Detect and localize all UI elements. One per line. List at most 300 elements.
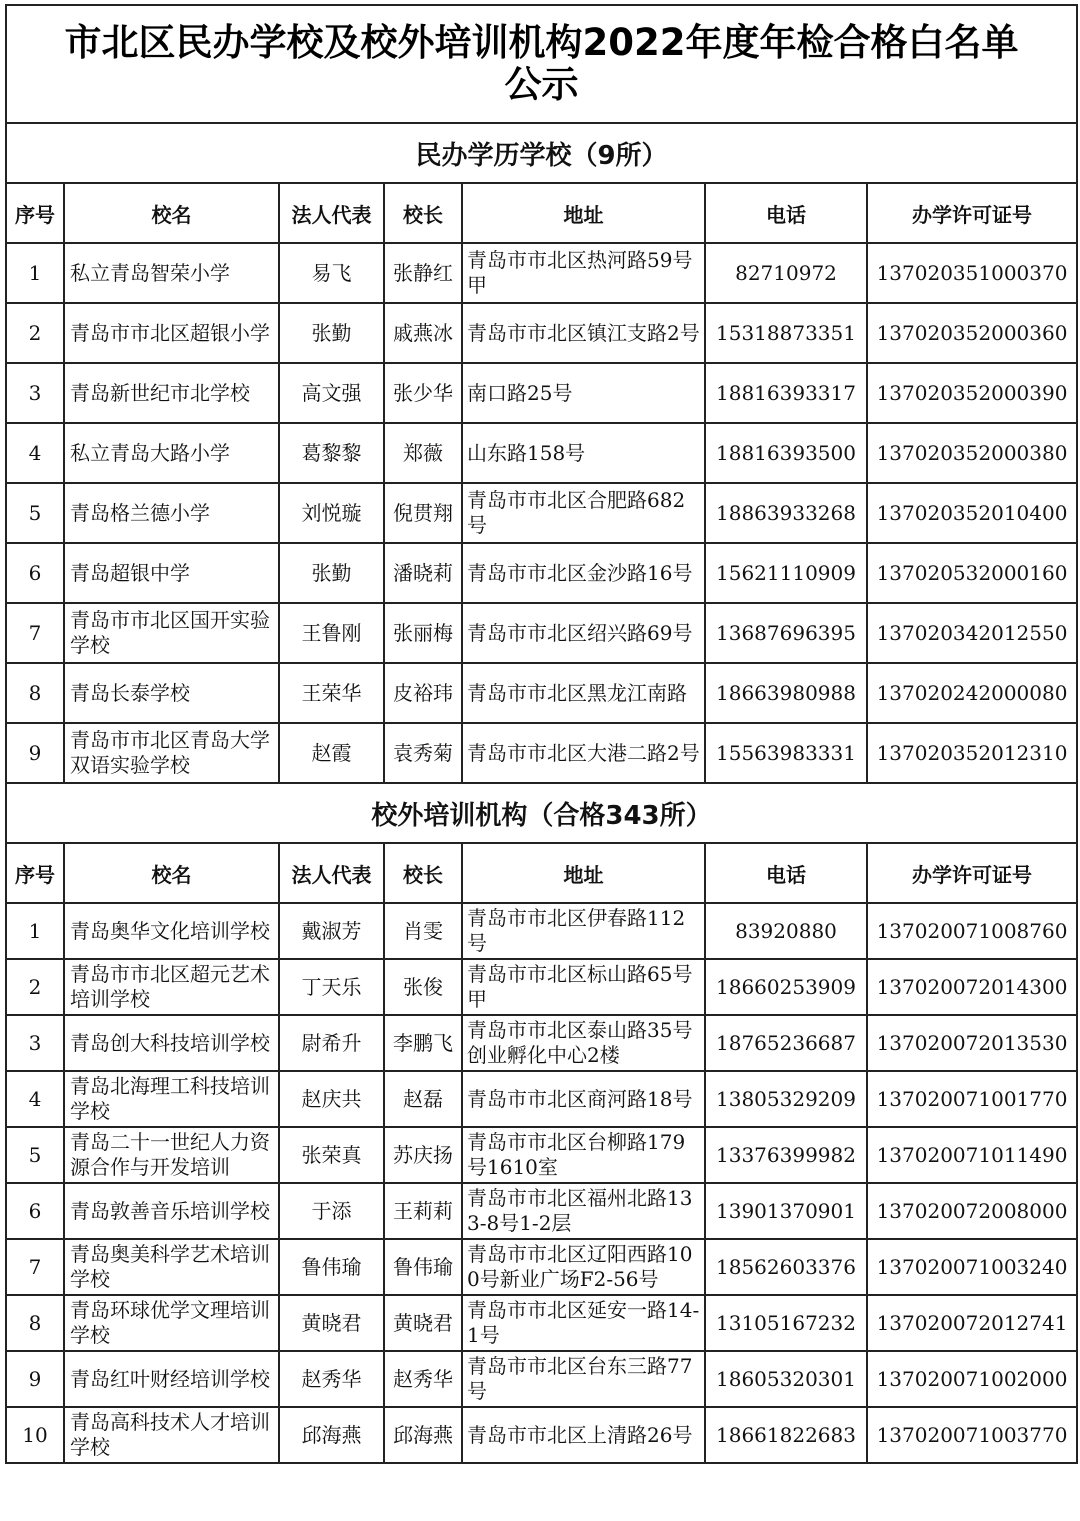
address-text: 青岛市市北区标山路65号甲 (467, 962, 693, 1011)
legal-rep-text: 张勤 (311, 560, 352, 585)
school-name-text: 青岛红叶财经培训学校 (70, 1366, 270, 1391)
table-row (6, 903, 1077, 959)
school-name-cell (64, 1239, 279, 1295)
address-text: 青岛市市北区福州北路133-8号1-2层 (467, 1186, 693, 1235)
address-text: 山东路158号 (467, 440, 586, 465)
address-text: 青岛市市北区延安一路14-1号 (467, 1298, 700, 1347)
table-row (6, 1015, 1077, 1071)
table-row (6, 1239, 1077, 1295)
address-text: 青岛市市北区伊春路112号 (467, 906, 686, 955)
school-name-text: 私立青岛智荣小学 (70, 260, 230, 285)
section-heading-row (6, 783, 1077, 843)
school-name-text: 青岛市市北区超银小学 (70, 320, 270, 345)
legal-rep-cell (279, 1295, 384, 1351)
school-name-text: 青岛创大科技培训学校 (70, 1030, 270, 1055)
column-header: 地址 (462, 183, 705, 243)
table-row (6, 1127, 1077, 1183)
address-cell (462, 1239, 705, 1295)
legal-rep-cell (279, 363, 384, 423)
school-name-cell (64, 1183, 279, 1239)
seq-text: 3 (28, 380, 42, 405)
address-text: 青岛市市北区台东三路77号 (467, 1354, 693, 1403)
column-header: 办学许可证号 (867, 183, 1077, 243)
legal-rep-text: 尉希升 (301, 1030, 362, 1055)
phone-cell (705, 1407, 867, 1463)
legal-rep-text: 王荣华 (301, 680, 362, 705)
principal-cell (384, 723, 462, 783)
table-row (6, 483, 1077, 543)
school-name-text: 青岛环球优学文理培训学校 (70, 1298, 270, 1347)
section-heading: 民办学历学校（9所） (6, 123, 1077, 183)
seq-cell (6, 663, 64, 723)
address-cell (462, 903, 705, 959)
column-header: 校长 (384, 183, 462, 243)
license-cell (867, 483, 1077, 543)
address-text: 青岛市市北区合肥路682号 (467, 488, 686, 537)
legal-rep-text: 赵庆共 (301, 1086, 362, 1111)
seq-text: 6 (28, 1198, 42, 1223)
principal-cell (384, 903, 462, 959)
license-text: 137020071001770 (876, 1086, 1068, 1111)
address-cell (462, 1351, 705, 1407)
address-text: 青岛市市北区大港二路2号 (467, 740, 700, 765)
seq-text: 8 (28, 680, 42, 705)
license-text: 137020342012550 (876, 620, 1068, 645)
principal-text: 李鹏飞 (393, 1030, 453, 1055)
page-title (6, 5, 1077, 123)
legal-rep-cell (279, 1407, 384, 1463)
legal-rep-cell (279, 1071, 384, 1127)
phone-cell (705, 903, 867, 959)
seq-text: 2 (28, 320, 42, 345)
legal-rep-cell (279, 423, 384, 483)
legal-rep-cell (279, 1015, 384, 1071)
school-name-text: 青岛敦善音乐培训学校 (70, 1198, 270, 1223)
school-name-cell (64, 423, 279, 483)
phone-cell (705, 663, 867, 723)
table-row (6, 303, 1077, 363)
school-name-cell (64, 959, 279, 1015)
principal-cell (384, 1351, 462, 1407)
seq-cell (6, 903, 64, 959)
license-cell (867, 243, 1077, 303)
phone-cell (705, 243, 867, 303)
whitelist-table (5, 4, 1078, 1464)
license-text: 137020352012310 (876, 740, 1068, 765)
principal-cell (384, 1183, 462, 1239)
principal-cell (384, 1127, 462, 1183)
principal-text: 张俊 (403, 974, 443, 999)
seq-text: 9 (28, 1366, 42, 1391)
phone-text: 13105167232 (716, 1310, 856, 1335)
legal-rep-cell (279, 959, 384, 1015)
school-name-text: 青岛超银中学 (70, 560, 190, 585)
seq-text: 2 (28, 974, 42, 999)
phone-cell (705, 1015, 867, 1071)
address-text: 青岛市市北区商河路18号 (467, 1086, 693, 1111)
address-cell (462, 663, 705, 723)
table-row (6, 1295, 1077, 1351)
legal-rep-text: 葛黎黎 (301, 440, 362, 465)
seq-text: 4 (28, 440, 42, 465)
phone-cell (705, 959, 867, 1015)
address-cell (462, 1071, 705, 1127)
phone-cell (705, 543, 867, 603)
license-text: 137020071008760 (876, 918, 1068, 943)
principal-cell (384, 1071, 462, 1127)
school-name-text: 青岛长泰学校 (70, 680, 190, 705)
seq-cell (6, 723, 64, 783)
license-cell (867, 363, 1077, 423)
school-name-text: 青岛新世纪市北学校 (70, 380, 250, 405)
phone-cell (705, 363, 867, 423)
legal-rep-text: 王鲁刚 (301, 620, 362, 645)
table-row (6, 1071, 1077, 1127)
license-cell (867, 1127, 1077, 1183)
phone-text: 18663980988 (716, 680, 856, 705)
table-row (6, 959, 1077, 1015)
principal-cell (384, 483, 462, 543)
legal-rep-text: 刘悦璇 (301, 500, 362, 525)
school-name-text: 青岛奥华文化培训学校 (70, 918, 270, 943)
license-cell (867, 663, 1077, 723)
license-text: 137020352000360 (876, 320, 1068, 345)
table-row (6, 423, 1077, 483)
address-cell (462, 1407, 705, 1463)
seq-cell (6, 483, 64, 543)
school-name-cell (64, 1015, 279, 1071)
license-text: 137020072012741 (876, 1310, 1068, 1335)
principal-cell (384, 959, 462, 1015)
seq-cell (6, 243, 64, 303)
address-cell (462, 423, 705, 483)
legal-rep-cell (279, 1127, 384, 1183)
principal-text: 张少华 (393, 380, 453, 405)
principal-text: 倪贯翔 (393, 500, 453, 525)
legal-rep-text: 高文强 (301, 380, 362, 405)
address-cell (462, 1015, 705, 1071)
principal-text: 潘晓莉 (393, 560, 453, 585)
seq-text: 5 (28, 500, 42, 525)
license-cell (867, 1239, 1077, 1295)
column-header: 电话 (705, 843, 867, 903)
section-heading: 校外培训机构（合格343所） (6, 783, 1077, 843)
school-name-cell (64, 1295, 279, 1351)
column-header: 地址 (462, 843, 705, 903)
phone-cell (705, 423, 867, 483)
principal-cell (384, 423, 462, 483)
principal-text: 邱海燕 (393, 1422, 453, 1447)
column-header: 校名 (64, 183, 279, 243)
column-header: 序号 (6, 183, 64, 243)
legal-rep-cell (279, 483, 384, 543)
table-row (6, 1351, 1077, 1407)
address-text: 南口路25号 (467, 380, 573, 405)
address-cell (462, 1295, 705, 1351)
license-cell (867, 903, 1077, 959)
legal-rep-text: 张荣真 (301, 1142, 362, 1167)
address-cell (462, 483, 705, 543)
legal-rep-text: 鲁伟瑜 (301, 1254, 362, 1279)
principal-cell (384, 663, 462, 723)
principal-cell (384, 543, 462, 603)
seq-cell (6, 1183, 64, 1239)
legal-rep-cell (279, 1183, 384, 1239)
legal-rep-cell (279, 243, 384, 303)
seq-cell (6, 959, 64, 1015)
column-header: 校长 (384, 843, 462, 903)
seq-text: 5 (28, 1142, 42, 1167)
license-text: 137020352010400 (876, 500, 1068, 525)
table-row (6, 243, 1077, 303)
school-name-text: 青岛市市北区国开实验学校 (70, 608, 270, 657)
phone-cell (705, 483, 867, 543)
phone-text: 18765236687 (716, 1030, 856, 1055)
school-name-cell (64, 1407, 279, 1463)
phone-text: 18816393317 (716, 380, 856, 405)
seq-text: 10 (22, 1422, 48, 1447)
principal-text: 戚燕冰 (393, 320, 453, 345)
address-cell (462, 363, 705, 423)
seq-text: 7 (28, 1254, 42, 1279)
legal-rep-cell (279, 603, 384, 663)
seq-text: 1 (28, 260, 42, 285)
license-text: 137020071003770 (876, 1422, 1068, 1447)
principal-text: 张丽梅 (393, 620, 453, 645)
principal-text: 鲁伟瑜 (393, 1254, 453, 1279)
license-text: 137020352000390 (876, 380, 1068, 405)
school-name-text: 青岛二十一世纪人力资源合作与开发培训 (70, 1130, 270, 1179)
phone-cell (705, 603, 867, 663)
school-name-cell (64, 483, 279, 543)
address-text: 青岛市市北区黑龙江南路 (467, 680, 687, 705)
seq-cell (6, 1295, 64, 1351)
school-name-text: 青岛高科技术人才培训学校 (70, 1410, 270, 1459)
school-name-cell (64, 663, 279, 723)
phone-text: 18863933268 (716, 500, 856, 525)
phone-cell (705, 1295, 867, 1351)
legal-rep-text: 黄晓君 (301, 1310, 362, 1335)
license-text: 137020072013530 (876, 1030, 1068, 1055)
table-row (6, 1183, 1077, 1239)
license-cell (867, 1351, 1077, 1407)
seq-text: 6 (28, 560, 42, 585)
legal-rep-text: 赵秀华 (301, 1366, 362, 1391)
seq-cell (6, 1127, 64, 1183)
address-text: 青岛市市北区镇江支路2号 (467, 320, 700, 345)
column-header: 法人代表 (279, 843, 384, 903)
seq-cell (6, 1407, 64, 1463)
license-cell (867, 543, 1077, 603)
license-text: 137020071002000 (876, 1366, 1068, 1391)
address-cell (462, 543, 705, 603)
principal-cell (384, 363, 462, 423)
seq-cell (6, 303, 64, 363)
column-header: 办学许可证号 (867, 843, 1077, 903)
seq-text: 4 (28, 1086, 42, 1111)
address-cell (462, 1183, 705, 1239)
school-name-cell (64, 243, 279, 303)
license-text: 137020242000080 (876, 680, 1068, 705)
legal-rep-cell (279, 1351, 384, 1407)
school-name-text: 青岛市市北区超元艺术培训学校 (70, 962, 270, 1011)
address-text: 青岛市市北区辽阳西路100号新业广场F2-56号 (467, 1242, 693, 1291)
phone-text: 18816393500 (716, 440, 856, 465)
phone-text: 13901370901 (716, 1198, 856, 1223)
page-title-text: 市北区民办学校及校外培训机构2022年度年检合格白名单公示 (64, 21, 1019, 106)
legal-rep-text: 易飞 (311, 260, 352, 285)
license-cell (867, 1071, 1077, 1127)
phone-text: 18661822683 (716, 1422, 856, 1447)
school-name-cell (64, 723, 279, 783)
school-name-text: 青岛格兰德小学 (70, 500, 210, 525)
column-header-row (6, 183, 1077, 243)
phone-cell (705, 1183, 867, 1239)
address-text: 青岛市市北区热河路59号甲 (467, 248, 693, 297)
seq-cell (6, 1239, 64, 1295)
phone-text: 13805329209 (716, 1086, 856, 1111)
school-name-text: 青岛奥美科学艺术培训学校 (70, 1242, 270, 1291)
principal-cell (384, 1407, 462, 1463)
school-name-text: 青岛北海理工科技培训学校 (70, 1074, 270, 1123)
address-cell (462, 603, 705, 663)
legal-rep-cell (279, 903, 384, 959)
phone-text: 83920880 (735, 918, 837, 943)
section-heading-row (6, 123, 1077, 183)
phone-text: 15621110909 (716, 560, 856, 585)
seq-text: 9 (28, 740, 42, 765)
address-text: 青岛市市北区金沙路16号 (467, 560, 693, 585)
school-name-cell (64, 1351, 279, 1407)
legal-rep-cell (279, 303, 384, 363)
school-name-cell (64, 303, 279, 363)
principal-text: 苏庆扬 (393, 1142, 453, 1167)
address-text: 青岛市市北区上清路26号 (467, 1422, 693, 1447)
phone-text: 82710972 (735, 260, 837, 285)
principal-text: 赵磊 (403, 1086, 443, 1111)
principal-cell (384, 603, 462, 663)
seq-cell (6, 363, 64, 423)
phone-text: 13376399982 (716, 1142, 856, 1167)
phone-text: 18562603376 (716, 1254, 856, 1279)
principal-text: 皮裕玮 (393, 680, 453, 705)
legal-rep-text: 赵霞 (311, 740, 352, 765)
table-row (6, 363, 1077, 423)
principal-text: 肖雯 (403, 918, 443, 943)
legal-rep-cell (279, 723, 384, 783)
school-name-text: 私立青岛大路小学 (70, 440, 230, 465)
legal-rep-text: 戴淑芳 (301, 918, 362, 943)
address-cell (462, 1127, 705, 1183)
principal-text: 黄晓君 (393, 1310, 453, 1335)
seq-cell (6, 1071, 64, 1127)
address-cell (462, 303, 705, 363)
seq-text: 3 (28, 1030, 42, 1055)
principal-cell (384, 1239, 462, 1295)
license-cell (867, 1295, 1077, 1351)
phone-text: 15318873351 (716, 320, 856, 345)
table-row (6, 543, 1077, 603)
school-name-cell (64, 1071, 279, 1127)
phone-text: 18660253909 (716, 974, 856, 999)
phone-cell (705, 1071, 867, 1127)
license-cell (867, 1183, 1077, 1239)
principal-text: 袁秀菊 (393, 740, 453, 765)
phone-cell (705, 303, 867, 363)
legal-rep-text: 张勤 (311, 320, 352, 345)
legal-rep-cell (279, 543, 384, 603)
principal-text: 张静红 (393, 260, 453, 285)
legal-rep-text: 邱海燕 (301, 1422, 362, 1447)
principal-text: 王莉莉 (393, 1198, 453, 1223)
school-name-cell (64, 363, 279, 423)
license-cell (867, 959, 1077, 1015)
license-cell (867, 423, 1077, 483)
column-header: 电话 (705, 183, 867, 243)
seq-text: 8 (28, 1310, 42, 1335)
legal-rep-text: 丁天乐 (301, 974, 362, 999)
principal-cell (384, 243, 462, 303)
phone-cell (705, 723, 867, 783)
phone-text: 15563983331 (716, 740, 856, 765)
seq-text: 1 (28, 918, 42, 943)
principal-cell (384, 1015, 462, 1071)
table-row (6, 1407, 1077, 1463)
principal-text: 郑薇 (403, 440, 443, 465)
column-header: 法人代表 (279, 183, 384, 243)
phone-text: 13687696395 (716, 620, 856, 645)
column-header: 序号 (6, 843, 64, 903)
legal-rep-text: 于添 (311, 1198, 352, 1223)
school-name-cell (64, 1127, 279, 1183)
address-text: 青岛市市北区绍兴路69号 (467, 620, 693, 645)
principal-cell (384, 1295, 462, 1351)
address-cell (462, 243, 705, 303)
school-name-cell (64, 603, 279, 663)
license-cell (867, 1407, 1077, 1463)
school-name-cell (64, 903, 279, 959)
principal-text: 赵秀华 (393, 1366, 453, 1391)
phone-cell (705, 1351, 867, 1407)
principal-cell (384, 303, 462, 363)
license-text: 137020072014300 (876, 974, 1068, 999)
seq-cell (6, 1351, 64, 1407)
legal-rep-cell (279, 1239, 384, 1295)
legal-rep-cell (279, 663, 384, 723)
phone-cell (705, 1127, 867, 1183)
license-text: 137020071011490 (876, 1142, 1068, 1167)
phone-cell (705, 1239, 867, 1295)
license-cell (867, 303, 1077, 363)
license-text: 137020532000160 (876, 560, 1068, 585)
address-cell (462, 723, 705, 783)
license-text: 137020351000370 (876, 260, 1068, 285)
license-cell (867, 1015, 1077, 1071)
seq-cell (6, 423, 64, 483)
license-text: 137020072008000 (876, 1198, 1068, 1223)
seq-text: 7 (28, 620, 42, 645)
table-row (6, 603, 1077, 663)
school-name-cell (64, 543, 279, 603)
table-row (6, 663, 1077, 723)
license-text: 137020071003240 (876, 1254, 1068, 1279)
phone-text: 18605320301 (716, 1366, 856, 1391)
seq-cell (6, 603, 64, 663)
license-text: 137020352000380 (876, 440, 1068, 465)
address-text: 青岛市市北区台柳路179号1610室 (467, 1130, 686, 1179)
column-header: 校名 (64, 843, 279, 903)
license-cell (867, 603, 1077, 663)
